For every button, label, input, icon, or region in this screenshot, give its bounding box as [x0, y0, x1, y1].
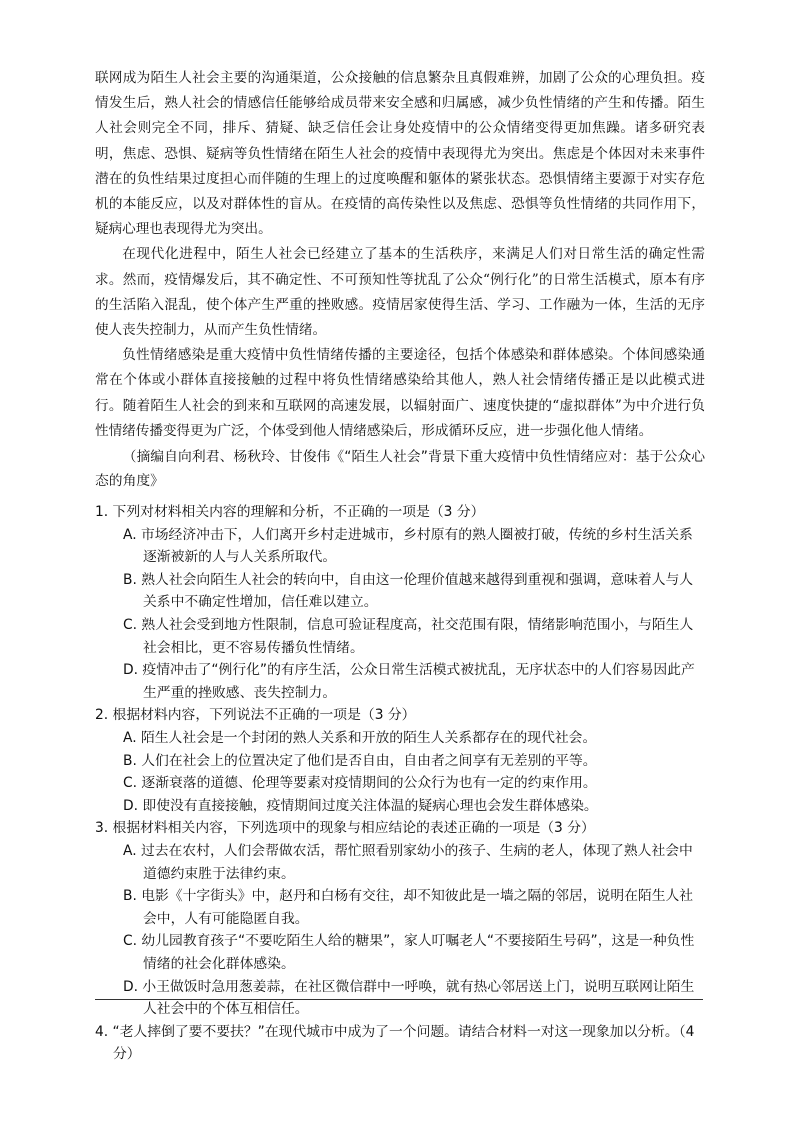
option-d: D. 即使没有直接接触，疫情期间过度关注体温的疑病心理也会发生群体感染。	[123, 797, 598, 814]
question-4	[95, 1021, 705, 1066]
option-b: B. 电影《十字街头》中，赵丹和白杨有交往，却不知彼此是一墙之隔的邻居，说明在陌生人社会中，人有可能隐匿自我。	[123, 888, 694, 927]
option-c: C. 熟人社会受到地方性限制，信息可验证程度高，社交范围有限，情绪影响范围小，与陌生人社会相比，更不容易传播负性情绪。	[123, 617, 694, 656]
passage-paragraph-1: 联网成为陌生人社会主要的沟通渠道，公众接触的信息繁杂且真假难辨，加剧了公众的心理负担。疫情发生后，熟人社会的情感信任能够给成员带来安全感和归属感，减少负性情绪的产生和传播。陌生人社会则完全不同，排斥、猜疑、缺乏信任会让身处疫情中的公众情绪变得更加焦躁。诸多研究表明，焦虑、恐惧、疑病等负性情绪在陌生人社会的疫情中表现得尤为突出。焦虑是个体因对未来事件潜在的负性结果过度担心而伴随的生理上的过度唤醒和躯体的紧张状态。恐惧情绪主要源于对实存危机的本能反应，以及对群体性的盲从。在疫情的高传染性以及焦虑、恐惧等负性情绪的共同作用下，疑病心理也表现得尤为突出。	[95, 70, 705, 238]
passage-paragraph-2: 在现代化进程中，陌生人社会已经建立了基本的生活秩序，来满足人们对日常生活的确定性需求。然而，疫情爆发后，其不确定性、不可预知性等扰乱了公众“例行化”的日常生活模式，原本有序的生活陷入混乱，使个体产生严重的挫败感。疫情居家使得生活、学习、工作融为一体，生活的无序使人丧失控制力，从而产生负性情绪。	[95, 246, 705, 339]
question-stem: 3. 根据材料相关内容，下列选项中的现象与相应结论的表述正确的一项是（3 分）	[95, 820, 595, 837]
question-2	[95, 704, 705, 817]
option-a: A. 市场经济冲击下，人们离开乡村走进城市，乡村原有的熟人圈被打破，传统的乡村生活关系逐渐被新的人与人关系所取代。	[123, 526, 693, 566]
question-1	[95, 501, 705, 704]
question-3	[95, 817, 705, 1020]
question-stem: 4. “老人摔倒了要不要扶？”在现代城市中成为了一个问题。请结合材料一对这一现象加以分析。（4 分）	[95, 1023, 695, 1063]
option-b: B. 熟人社会向陌生人社会的转向中，自由这一伦理价值越来越得到重视和强调，意味着人与人关系中不确定性增加，信任难以建立。	[123, 571, 694, 611]
question-list	[95, 501, 705, 1066]
option-b: B. 人们在社会上的位置决定了他们是否自由，自由者之间享有无差别的平等。	[123, 752, 597, 769]
answer-line	[95, 999, 703, 1000]
question-stem: 1. 下列对材料相关内容的理解和分析，不正确的一项是（3 分）	[95, 504, 485, 521]
passage-paragraph-3: 负性情绪感染是重大疫情中负性情绪传播的主要途径，包括个体感染和群体感染。个体间感染通常在个体或小群体直接接触的过程中将负性情绪感染给其他人，熟人社会情绪传播正是以此模式进行。随着陌生人社会的到来和互联网的高速发展，以辐射面广、速度快捷的“虚拟群体”为中介进行负性情绪传播变得更为广泛，个体受到他人情绪感染后，形成循环反应，进一步强化他人情绪。	[95, 347, 705, 439]
exam-page	[95, 66, 705, 1066]
option-a: A. 陌生人社会是一个封闭的熟人关系和开放的陌生人关系都存在的现代社会。	[123, 729, 597, 746]
option-c: C. 逐渐衰落的道德、伦理等要素对疫情期间的公众行为也有一定的约束作用。	[123, 775, 597, 792]
question-stem: 2. 根据材料内容，下列说法不正确的一项是（3 分）	[95, 707, 416, 724]
option-d: D. 疫情冲击了“例行化”的有序生活，公众日常生活模式被扰乱，无序状态中的人们容易因此产生严重的挫败感、丧失控制力。	[123, 662, 695, 701]
passage-source-citation: （摘编自向利君、杨秋玲、甘俊伟《“陌生人社会”背景下重大疫情中负性情绪应对：基于公众心态的角度》	[95, 449, 705, 490]
option-a: A. 过去在农村，人们会帮做农活，帮忙照看别家幼小的孩子、生病的老人，体现了熟人社会中道德约束胜于法律约束。	[123, 842, 693, 882]
option-c: C. 幼儿园教育孩子“不要吃陌生人给的糖果”，家人叮嘱老人“不要接陌生号码”，这是一种负性情绪的社会化群体感染。	[123, 933, 695, 972]
option-d: D. 小王做饭时急用葱姜蒜，在社区微信群中一呼唤，就有热心邻居送上门，说明互联网让陌生人社会中的个体互相信任。	[123, 978, 695, 1018]
